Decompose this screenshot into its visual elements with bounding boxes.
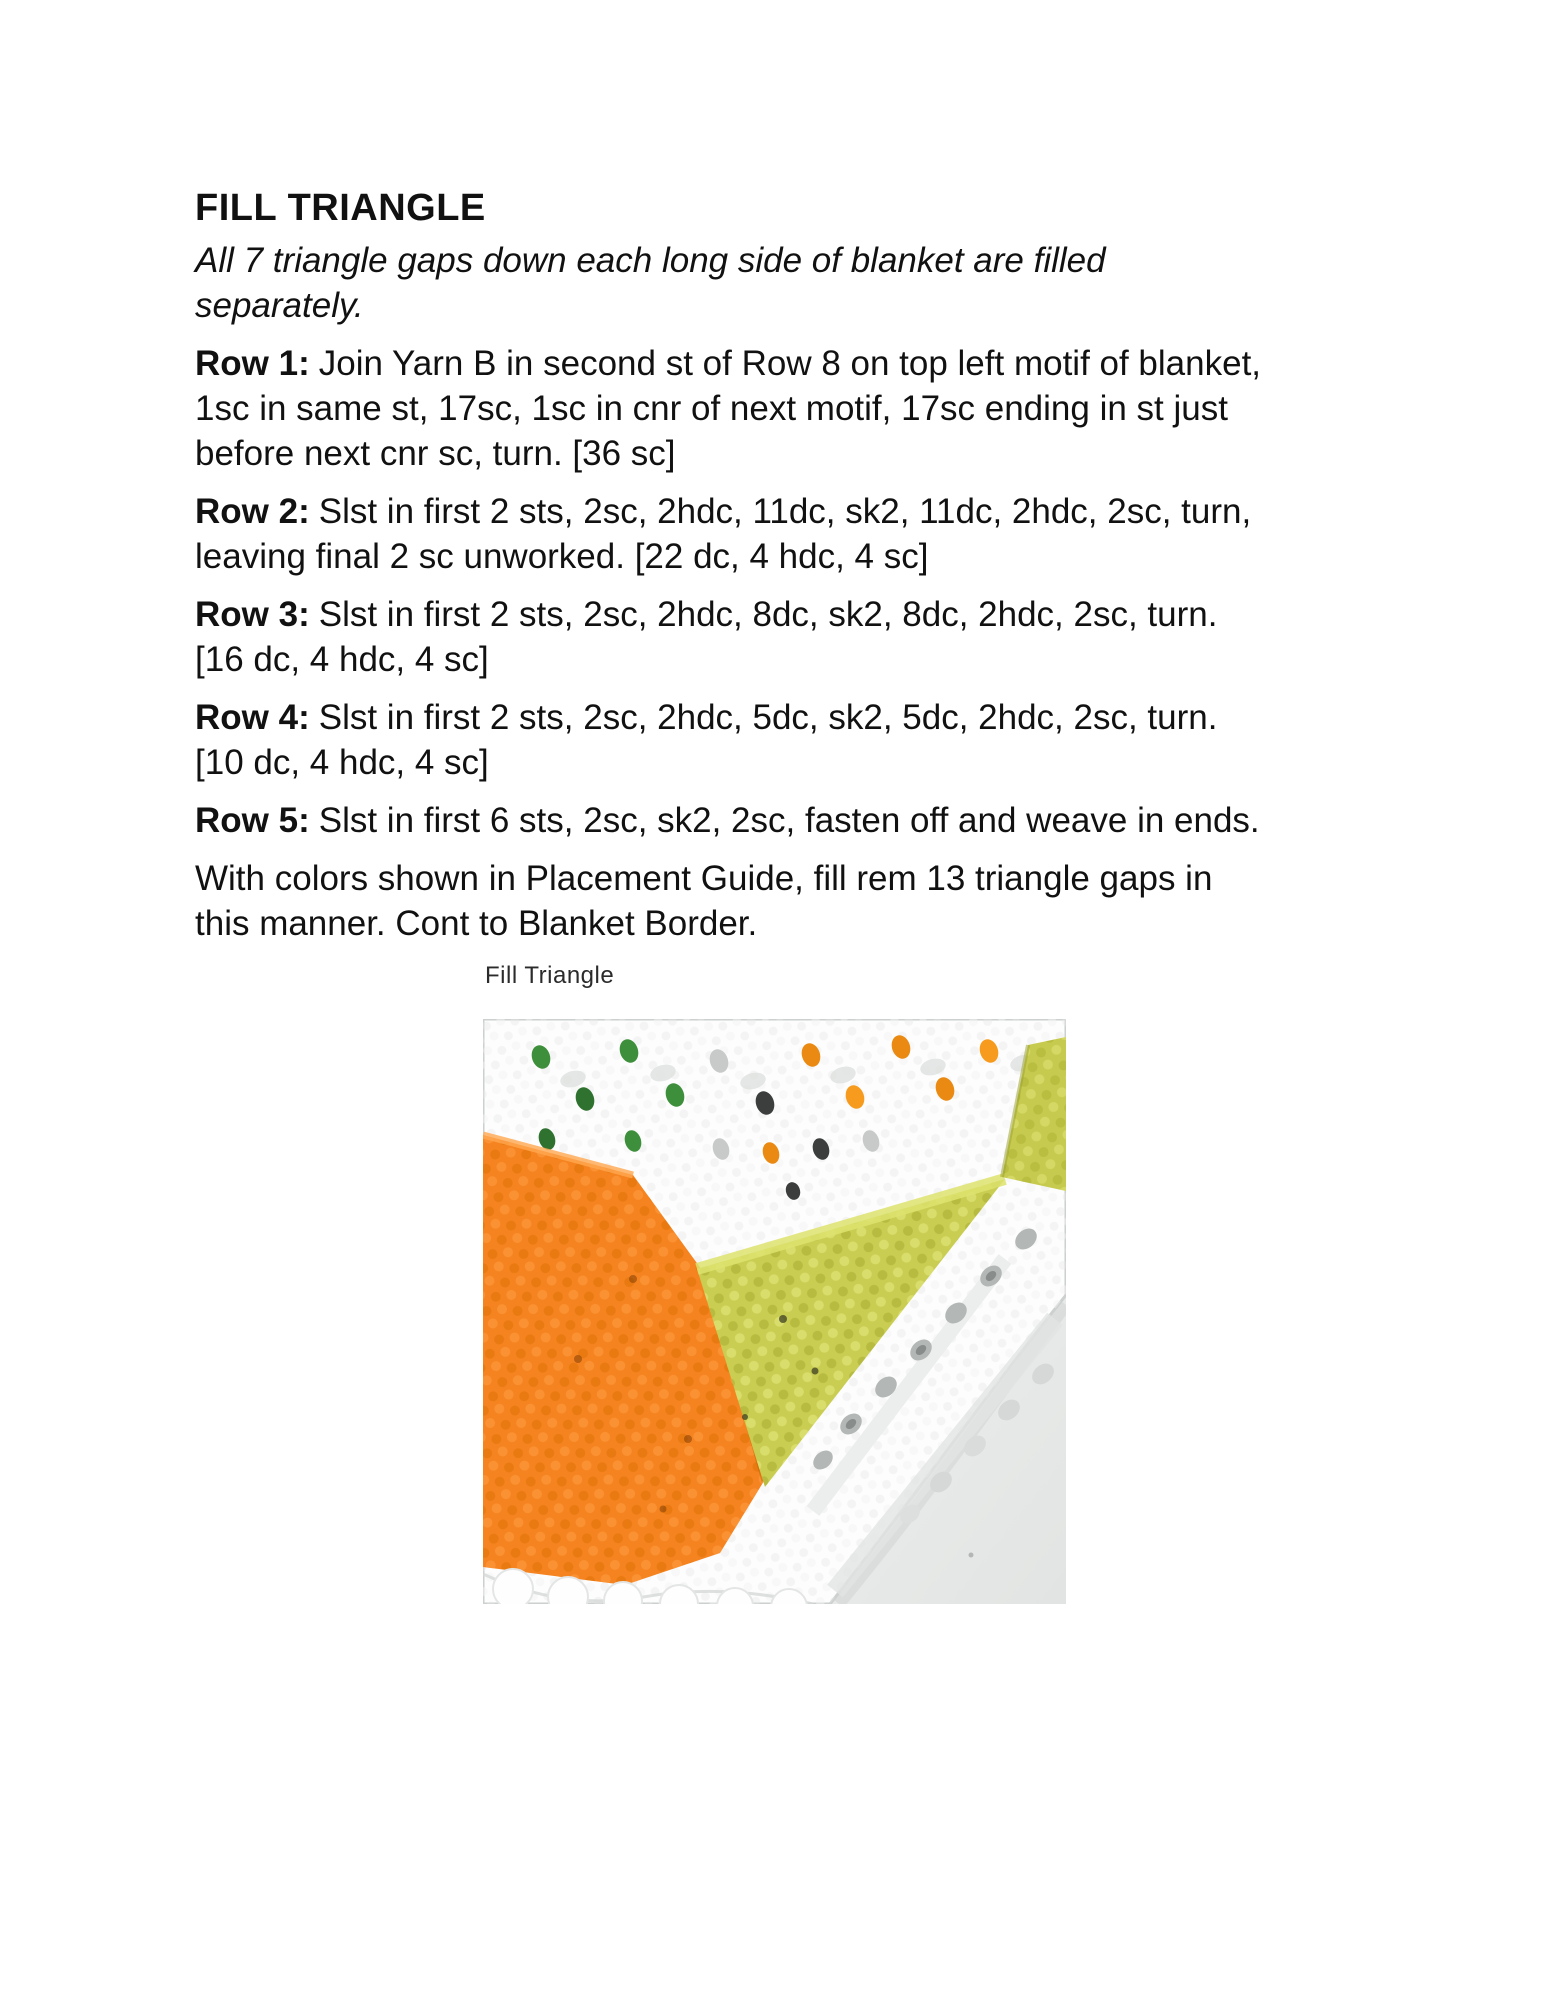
row-1-line-2: 1sc in same st, 17sc, 1sc in cnr of next motif, 17sc ending in st just [195, 389, 1228, 428]
row-3-text-1: Slst in first 2 sts, 2sc, 2hdc, 8dc, sk2, 8dc, 2hdc, 2sc, turn. [318, 595, 1218, 634]
row-4-label: Row 4: [195, 698, 310, 737]
row-3-line-1 [195, 592, 1345, 637]
row-3-label: Row 3: [195, 595, 310, 634]
dust-speck [969, 1553, 974, 1558]
row-2-label: Row 2: [195, 492, 310, 531]
row-2-text-1: Slst in first 2 sts, 2sc, 2hdc, 11dc, sk2, 11dc, 2hdc, 2sc, turn, [318, 492, 1252, 531]
row-3-line-2: [16 dc, 4 hdc, 4 sc] [195, 640, 489, 679]
intro-note [195, 238, 1345, 328]
row-2-line-2: leaving final 2 sc unworked. [22 dc, 4 hdc, 4 sc] [195, 537, 929, 576]
row-4-line-2: [10 dc, 4 hdc, 4 sc] [195, 743, 489, 782]
fill-triangle-figure [483, 961, 1066, 1604]
crochet-blanket-photo [483, 1019, 1066, 1604]
closing-line-1: With colors shown in Placement Guide, fill rem 13 triangle gaps in [195, 859, 1213, 898]
row-5-text-1: Slst in first 6 sts, 2sc, sk2, 2sc, fasten off and weave in ends. [318, 801, 1260, 840]
row-5-line-1 [195, 798, 1345, 843]
row-1-label: Row 1: [195, 344, 310, 383]
intro-line-2: separately. [195, 286, 364, 325]
figure-caption: Fill Triangle [485, 962, 615, 989]
row-2-line-1 [195, 489, 1345, 534]
row-4-instructions [195, 695, 1345, 785]
row-4-text-1: Slst in first 2 sts, 2sc, 2hdc, 5dc, sk2, 5dc, 2hdc, 2sc, turn. [318, 698, 1218, 737]
section-heading: FILL TRIANGLE [195, 187, 486, 229]
row-5-label: Row 5: [195, 801, 310, 840]
row-1-text-1: Join Yarn B in second st of Row 8 on top left motif of blanket, [318, 344, 1262, 383]
closing-line-2: this manner. Cont to Blanket Border. [195, 904, 758, 943]
row-4-line-1 [195, 695, 1345, 740]
intro-line-1: All 7 triangle gaps down each long side of blanket are filled [195, 241, 1106, 280]
row-1-instructions [195, 341, 1345, 476]
row-1-line-1 [195, 341, 1345, 386]
row-3-instructions [195, 592, 1345, 682]
row-1-line-3: before next cnr sc, turn. [36 sc] [195, 434, 676, 473]
pattern-section [195, 185, 1345, 946]
row-5-instructions [195, 798, 1345, 843]
closing-note [195, 856, 1345, 946]
row-2-instructions [195, 489, 1345, 579]
